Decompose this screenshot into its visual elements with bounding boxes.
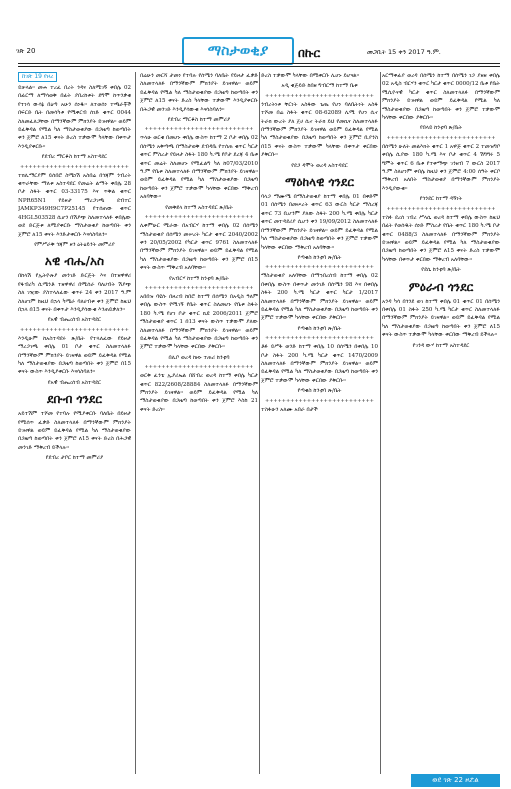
page-number: ገጽ 20 [16,47,36,55]
separator: ++++++++++++++++++++++++++ [144,214,254,221]
region-headline: ማዕከላዊ ጎንደር [285,175,354,190]
header-rule-top [18,63,500,64]
masthead-logo: ማስታወቂያ [182,37,294,65]
notice-text: ይቻላል። መሐ ተረፈ በረት ጎዳና ስለሚገኝ ቀበሌ 02 በፊርማ ለማሳወቅ በፊት ያበረከቱት ደግሞ ከጥንቃቄ የተነሳ ውሳኔ በዕጣ አሁን ሰነዱ። ለተወሰነ ተጫራቾች በፍርድ ቤት በመሳካቱ የሚቀርብ ሰነድ ቁጥር 0044 ስለመፈለጋቸው በማንኛውም ምክንያት ይገዛዋል። ወይም ይፈቅዳል የሚል ካለ ማስታወቂያው በጋዜጣ ከወጣበት ቀን ጀምሮ ለ15 ቀናት ድረስ ተቃውሞ ካላቸው በቀጥታ እንዲያቀርቡ። [18,85,131,150]
separator: ++++++++++++++++++++++++++ [20,326,129,333]
notice-signoff: የአዊ ብሔረሰብ አስተዳደር [47,379,102,386]
notice-text: ንብረትነቱ ቸርነት አስፋው ጌጤ የሆነ ባለቤትነት አስፋ ተሾመ በሬ ስፋት ቁጥር 08-62089 ሊሚ የሆነ ሲኖ ትራክ ውረት ያለ ጀሀ ሲኖ ትራክ ይህ የመኪና ስለመተላለፉ በማንኛውም ምክንያት ይገዛዋል ወይም ይፈቅዳል የሚል ካለ ማስታወቂያው በጋዜጣ ከወጣበት ቀን ጀምሮ ቢያንስ በ15 ቀናት ውስጥ ተቃውሞ ካላቸው በቀጥታ ቀርበው ያቅርቡ። [261,101,378,159]
column-2 [140,72,258,774]
notice-text: አንዳ ካሳ በጎንደ ወገ ከተማ ቀበሌ 01 ቁጥር 01 በሰሜን በቀበሌ 01 ስፋት 250 ካ.ሜ ካርታ ቁጥር ስለመተላለፉ በማንኛውም ምክንያት ይገዛዋል። ወይም ይፈቅዳል የሚል ካለ ማስታወቂያው በጋዜጣ ከወጣበት ቀን ጀምሮ ለ15 ቀናት ውስጥ ተቃውሞ ካላቸው ቀርበው ማቅረብ ይችላሉ። [382,298,500,339]
notice-signoff: የአዊ ብሔረሰብ አስተዳደር [47,317,102,324]
separator: ++++++++++++++++++++++++++ [144,364,254,371]
separator: ++++++++++++++++++++++++++ [386,205,496,212]
notice-text: አይተሽም ተሾመ የተባሉ የሚያቀርቡ ባለቤት በይዞታ የሚሰጥ ፈቃድ ስለመተላለፉ በማንኛውም ምክንያት ይገዛዋል ወይም ይፈቅዳል የሚል ካለ ማስታወቂያው በጋዜጣ ከወጣበት ቀን ጀምሮ ለ15 ቀናት ድረስ በሕጋዊ መንገድ ማቅረብ ይችላሉ። [18,411,131,451]
separator: ++++++++++++++++++++++++++ [265,397,374,404]
notice-text: በሬሁን መርሻ ታመነ የተባሉ የሰሜን ባለቤት የይዞታ ፈቃድ ስለመተላለፉ በማንኛውም ምክንያት ይገዛዋል። ወይም ይፈቅዳል የሚል ካለ ማስታወቂያው በጋዜጣ ከወጣበት ቀን ጀምሮ ለ15 ቀናት ድረስ ካላቸው ተቃውሞ እንዲያቀርቡ በሕጋዊ መንገድ እንዲያሳውቁ እናሳስባለን። [140,73,258,113]
notice-signoff: የጎንደር ከተማ ዳኝነት [419,196,463,203]
notice-text: በሰሜን ሁለት መልእክት ቁጥር 1 አዋጅ ቁጥር 2 ተመዝግቦ ቀበሌ ሲያው 180 ካ.ሜ እና ቦታ ቁጥር 4 ሽግግሩ 5 ግምት ቁጥር 6 ቤቱ የተቀማጭ ገንዘብ 7 ውርስ 2017 ዓ.ም ስለሆነም ቀበሌ ከዚህ ቀን ጀምሮ 4:00 ሰዓት ቀርቦ ማቅረብ አለበት ማስታወቂያ በማንኛውም ምክንያት እንዲያውቁ። [382,143,500,192]
notice-signoff: የምሥራቅ ጎጃም ዞን ዕትዕይንት መምሪያ [34,241,115,248]
column-divider [380,72,381,774]
notice-signoff: አዲ ቁጅይድ ከበዘ ግብርማ ከተማ ቤቱ [281,83,358,90]
notice-signoff: የጣቁስ ከንቲባ ጽ/ቤት [297,388,342,395]
notice-text: ቶፉ ይሥፋ ወንድ ከተማ ቀበሌ 10 በሰሜን በቀበሌ 10 ቦታ ስፋት 200 ካ.ሜ ካርታ ቁጥር 1470/2009 ስለመተላለፉ በማንኛውም ምክንያት ይገዛዋል። ወይም ይፈቅዳል የሚል ካለ ማስታወቂያው በጋዜጣ ከወጣበት ቀን ጀምሮ ተቃውሞ ካላቸው ቀርበው ያቅርቡ። [261,344,378,384]
issue-date: መጋቢት 15 ቀን 2017 ዓ.ም. [367,48,441,56]
paper-name: በኩር [298,46,321,60]
separator: ++++++++++++++++++++++++++ [144,284,254,291]
separator: ++++++++++++++++++++++++++ [386,134,496,141]
continued-on-page-label: ወደ ገጽ 22 ዞሯል [411,774,500,787]
notice-text: ሊቀምሁር ሚራው በአብርሃ ከተማ ቀበሌ 02 በሰሜን ማስታወቂያ በሰሜን መሠረት ካርታ ቁጥር 2040/2002 ቀን 20/05/2002 የካርታ ቁጥር 9761 ስለመተላለፉ በማንኛውም ምክንያት ይገዛዋል። ወይም ይፈቅዳል የሚል ካለ ማስታወቂያው በጋዜጣ ከወጣበት ቀን ጀምሮ በ15 ቀናት ውስጥ ማቅረብ አለባቸው። [140,223,258,272]
notice-signoff: የበላይ ከንቲባ ጽ/ቤት [419,125,463,132]
region-headline: አዊ ብሔ/አስ [44,254,105,269]
notice-text: ጥላሁ ወርቁ በመሆኑ ቀበሌ ውስጥ ከተማ 2 ቦታ ቀበሌ 02 በሰሜን አቅጣጫ በማስታወቅ ደብዳቤ የተሰጠ ቁጥር ካርታ ቁጥር ምስረታ የይዞታ ስፋት 180 ካ.ሜ የቦታ ደረጃ 4 ቤቱ ቁጥር መሬት ስለመሆኑ የሚፈልግ ካለ ከ07/03/2010 ዓ.ም የቤቱ ስለመተላለፉ በማንኛውም ምክንያት ይገዛዋል። ወይም ይፈቅዳል የሚል ካለ ማስታወቂያው በጋዜጣ ከወጣበት ቀን ጀምሮ ተቃውሞ ካላቸው ቀርበው ማቅረብ አለባቸው። [140,135,258,201]
notice-text: በከላሽ የኢትዮጵያ መንገድ ድርጅት እና በተዘዋዋሪ የፋብሪካ ሲሜንቶ ተዘዋዋሪ በሚሰራ ባለሀብት ሽያጭ ስለ ገዢው ያስተላለፈው ቁጥሩ 24 ቀን 2017 ዓ.ም ስለሆነም ከዚህ በኋላ ካሜራ ባለሀብቱ ቀን ጀምሮ ከዚህ በኋላ በ15 ቀናት በቀጥታ እንዲያሳውቁ እንጠይቃለን። [18,273,131,313]
notice-text: ባላጋ ማሙሜ በማስታወቂያ ከተማ ቀበሌ 01 በቀድሞ 01 በሰሜን በመሠረት ቁጥር 63 ውርስ ካርታ ማስረጃ ቁጥር 73 ቢሆንም ያለው ስፋት 200 ካ.ሜ ቀበሌ ካርታ ቁጥር መተዳደሪያ ሲሆን ቀን 19/09/2012 ስለመተላለፉ በማንኛውም ምክንያት ይገዛዋል። ወይም ይፈቅዳል የሚል ካለ ማስታወቂያው በጋዜጣ ከወጣበት ቀን ጀምሮ ተቃውሞ ካላቸው ቀርበው ማቅረብ አለባቸው። [261,194,378,251]
continued-from-label: ከገጽ 19 የዞረ [18,72,57,82]
separator: ++++++++++++++++++++++++++ [20,163,129,170]
notice-signoff: የደሴ ከንቲባ ጽ/ቤት [421,267,461,274]
page-header [0,0,511,70]
notice-text: ተክሊማርያም ይሰበሮ ስሜነሽ አስበሬ በጎጃም ንብረት ቁጥራቸው ማለቱ አስተዳደር የመሬት ልማት ቀበሌ 28 ቦታ ስፋት ቁጥር 03-33175 እና ጥቅል ቁጥር NPR65N1 የይዞታ ማረጋገጫ ደብተር JAMKP349H9C7P25145 የተሰጠው ቁጥር 4HGL503528 ሲሆን በሽያጭ ስለመተላለፉ ቀበሌው ወደ ድርጅቱ ለሚያቀርቡ ማስታወቂያ ከወጣበት ቀን ጀምሮ ለ15 ቀናት እንድታቀርቡ እናሳስባለን። [18,172,131,238]
column-divider [259,72,260,774]
column-3 [261,72,378,774]
region-headline: ምዕራብ ጎንደር [408,279,474,294]
separator: ++++++++++++++++++++++++++ [265,92,374,99]
notice-text: አርማቀፊያ ወረዳ በሰሜን ከተማ በሰሜን ነጋ ያዘዘ ቀበሌ 02 አዲስ ብርሃን ቁጥር ካርታ ቁጥር 0000/12 ቤቱ የቤት ሚሲዮናዊ ካርታ ቁጥር ስለመተላለፉ በማንኛውም ምክንያት ይገዛዋል ወይም ይፈቅዳል የሚል ካለ ማስታወቂያው በጋዜጣ ከወጣበት ቀን ጀምሮ ተቃውሞ ካላቸው ቀርበው ያቅርቡ። [382,73,500,122]
separator: ++++++++++++++++++++++++++ [265,335,374,342]
notice-signoff: የደብረ ማርቆስ ከተማ መምሪያ [167,117,231,124]
notice-text: ማስታወቂያ አለባቸው በማኅበረሰብ ከተማ ቀበሌ 02 በቀበሌ ውስጥ በቀጥታ መንገድ በሰሜን 98 እና በቀበሌ ስፋት 200 ካ.ሜ ካርታ ቁጥር ካርታ 1/2017 ስለመተላለፉ በማንኛውም ምክንያት ይገዛዋል። ወይም ይፈቅዳል የሚል ካለ ማስታወቂያው በጋዜጣ ከወጣበት ቀን ጀምሮ ተቃውሞ ካላቸው ቀርበው ያቅርቡ። [261,273,378,322]
notice-text: ተስፋሁን አለሙ አበራ በታች [261,406,318,413]
notice-signoff: በሊቦ ወረዳ ከዞኑ ተጠሪ ከንቲባ [168,354,230,361]
separator: ++++++++++++++++++++++++++ [144,126,254,133]
separator: ++++++++++++++++++++++++++ [265,264,374,271]
notice-signoff: የደብረ ታቦር ከተማ መምሪያ [45,455,104,462]
notice-signoff: የደጋ ዳሞት ወረዳ አስተዳደር [291,162,348,169]
column-4 [382,72,500,774]
notice-signoff: የአብርሃ ከተማ ከንቲባ ጽ/ቤት [169,275,229,282]
region-headline: ደቡብ ጎንደር [47,392,102,407]
notice-text: አበበዝ ባዩሱ በዞረብ ከበሮ ከተማ በሰሜን በአዲስ ዓለም ቀበሌ ውስጥ የሚገኝ የቤት ቁጥር ስለመሆኑ የቤቱ ስፋት 180 ካ.ሜ የሆነ ቦታ ቁጥር ኪዩ 2006/2011 ጀምሮ ማስታወቂያ ቁጥር 1 በ13 ቀናት ውስጥ ተቃውሞ ያለው ስለመተላለፉ በማንኛውም ምክንያት ይገዛዋል። ወይም ይፈቅዳል የሚል ካለ ማስታወቂያው በጋዜጣ ከወጣበት ቀን ጀምሮ ተቃውሞ ካላቸው ቀርበው ያቅርቡ። [140,293,258,351]
notice-text: ድረስ ተቃውሞ ካላቸው በሚቀርቡ ሊሆኑ ይሆናል። [261,73,360,79]
notice-signoff: የጣቁስ ከንቲባ ጽ/ቤት [297,325,342,332]
notice-text: ወርቅ ፈንቴ ኢያሪኤል በሸብረ ወረዳ ከተማ ቀበሌ ካርታ ቁጥር 822/2608/28884 ስለመተላለፉ በማንኛውም ምክንያት ይገዛዋል። ወይም ይፈቅዳል የሚል ካለ ማስታወቂያው በጋዜጣ ከወጣበት ቀን ጀምሮ እስከ 21 ቀናት ድረስ። [140,373,258,413]
header-rule-bottom [18,66,500,67]
notice-signoff: የደብረ ማርቆስ ከተማ አስተዳደር [41,154,108,161]
column-1 [18,72,131,774]
column-divider [135,72,136,774]
notice-signoff: የመቅደላ ከተማ አስተዳደር ጽ/ቤት [165,204,233,211]
notice-signoff: የገንዳ ውሃ ከተማ አስተዳደር [412,342,470,349]
notice-text: ተስፉ ደረሰ ገብረ ሥላሴ ወረዳ ከተማ ቀበሌ ውስጥ ከዚህ በፊት የወሰዱት ሰነድ ምስረታ የቤት ቁጥር 180 ካ.ሜ ቦታ ቁጥር 0488/3 ስለመተላለፉ በማንኛውም ምክንያት ይገዛዋል። ወይም ይፈቅዳል የሚል ካለ ማስታወቂያው በጋዜጣ ከወጣበት ቀን ጀምሮ ለ15 ቀናት ድረስ ተቃውሞ ካላቸው በቀጥታ ቀርበው ማቅረብ አለባቸው። [382,214,500,263]
notice-signoff: የጣቁስ ከንቲባ ጽ/ቤት [297,254,342,261]
notice-text: እንዲሁም ከአስተዳደሩ ጽ/ቤት የተላለፈው የይዞታ ማረጋገጫ ቀበሌ 01 ቦታ ቁጥር ስለመተላለፉ በማንኛውም ምክንያት ይገዛዋል ወይም ይፈቅዳል የሚል ካለ ማስታወቂያው በጋዜጣ ከወጣበት ቀን ጀምሮ በ15 ቀናት ውስጥ እንዲያቀርቡ እናሳስባለን። [18,335,131,376]
